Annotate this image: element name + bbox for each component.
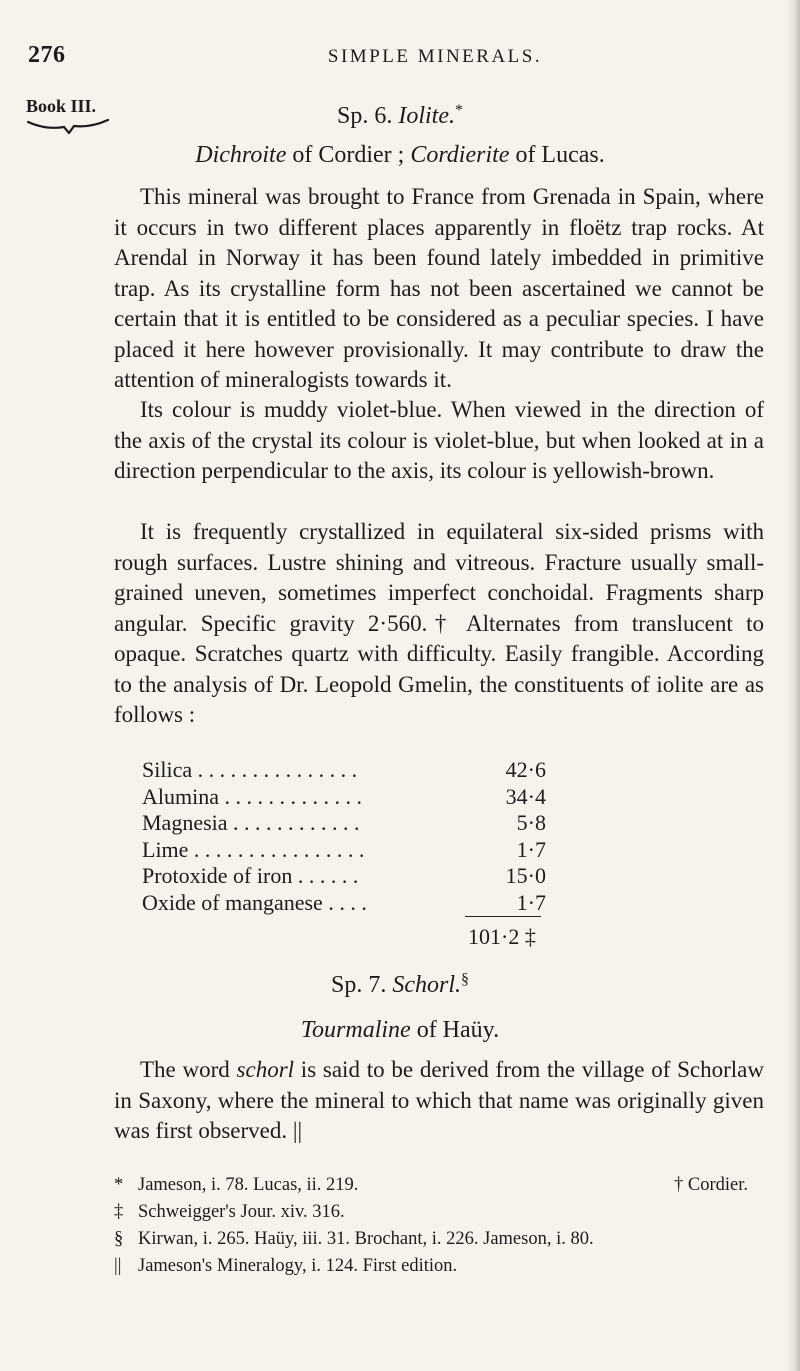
etymology-text-b: is said to be derived from the village of Schorlaw in Saxony, where the mineral to which that name was originally given was first observed. || bbox=[114, 1057, 764, 1143]
synonym-dichroite: Dichroite bbox=[195, 142, 287, 168]
footnote-mark: * bbox=[114, 1175, 124, 1195]
analysis-total: 101·2 ‡ bbox=[468, 924, 536, 949]
etymology-word: schorl bbox=[236, 1057, 295, 1082]
analysis-row bbox=[142, 890, 546, 917]
species-6-synonyms bbox=[0, 142, 800, 169]
footnotes bbox=[114, 1172, 774, 1280]
analysis-value: 1·7 bbox=[516, 836, 546, 862]
footnote-text: Kirwan, i. 265. Haüy, iii. 31. Brochant, i. 226. Jameson, i. 80. bbox=[138, 1229, 594, 1249]
page-number: 276 bbox=[28, 42, 66, 68]
footnote bbox=[114, 1199, 774, 1226]
paragraph-origin: This mineral was brought to France from Grenada in Spain, where it occurs in two different places apparently in floëtz trap rocks. At Arendal in Norway it has been found lately imbedded in primitive trap. As its crystalline form has not been ascertained we cannot be certain that it is entitled to be considered as a peculiar species. I have placed it here however provisionally. It may contribute to draw the attention of mineralogists towards it. bbox=[114, 184, 764, 392]
species-7-synonyms bbox=[0, 1017, 800, 1044]
analysis-row bbox=[142, 863, 546, 890]
footnote bbox=[114, 1226, 774, 1253]
analysis-label: Alumina . . . . . . . . . . . . . bbox=[142, 783, 362, 809]
analysis-label: Silica . . . . . . . . . . . . . . . bbox=[142, 757, 358, 782]
analysis-label: Magnesia . . . . . . . . . . . . bbox=[142, 810, 360, 835]
paragraph-schorl-etymology bbox=[114, 1055, 764, 1147]
analysis-row bbox=[142, 837, 546, 864]
analysis-label: Lime . . . . . . . . . . . . . . . . bbox=[142, 836, 365, 862]
species-6-heading bbox=[0, 103, 800, 130]
running-head bbox=[0, 46, 800, 68]
analysis-row bbox=[142, 757, 546, 784]
analysis-value: 42·6 bbox=[505, 757, 546, 782]
species-7-name: Schorl. bbox=[392, 972, 462, 998]
footnote-mark: ‡ bbox=[114, 1202, 124, 1222]
species-6-name: Iolite. bbox=[398, 103, 455, 129]
synonym-of-hauy: of Haüy. bbox=[410, 1017, 500, 1043]
species-7-footnote-mark: § bbox=[461, 971, 470, 988]
footnote bbox=[114, 1253, 774, 1280]
analysis-row bbox=[142, 784, 546, 811]
analysis-value: 34·4 bbox=[505, 783, 546, 809]
synonym-of-lucas: of Lucas. bbox=[509, 142, 605, 168]
species-6-number: Sp. 6. bbox=[336, 103, 393, 129]
paragraph-properties: It is frequently crystallized in equilateral six-sided prisms with rough surfaces. Lustre shining and vitreous. Fracture usually small-grained uneven, sometimes imperfect conchoidal. Fragments sharp angular. Specific gravity 2·560.† Alternates from translucent to opaque. Scratches quartz with difficulty. Easily frangible. According to the analysis of Dr. Leopold Gmelin, the constituents of iolite are as follows : bbox=[114, 519, 764, 727]
species-7-number: Sp. 7. bbox=[330, 972, 387, 998]
analysis-label: Oxide of manganese . . . . bbox=[142, 889, 367, 915]
footnote bbox=[114, 1172, 774, 1199]
synonym-cordierite: Cordierite bbox=[410, 142, 510, 168]
etymology-text-a: The word bbox=[140, 1057, 237, 1082]
margin-note: Book III. bbox=[26, 96, 97, 116]
page-edge-shadow bbox=[786, 0, 800, 1371]
analysis-row bbox=[142, 810, 546, 837]
species-7-heading bbox=[0, 972, 800, 999]
analysis-value: 5·8 bbox=[516, 810, 546, 835]
total-rule bbox=[465, 916, 541, 917]
footnote-text: Schweigger's Jour. xiv. 316. bbox=[138, 1202, 345, 1222]
footnote-text: Jameson, i. 78. Lucas, ii. 219. bbox=[138, 1175, 359, 1195]
paragraph-colour: Its colour is muddy violet-blue. When viewed in the direction of the axis of the crystal its colour is violet-blue, but when looked at in a direction perpendicular to the axis, its colour is yellowish-brown. bbox=[114, 397, 764, 483]
analysis-value: 1·7 bbox=[516, 889, 546, 915]
footnote-text: Jameson's Mineralogy, i. 124. First edition. bbox=[138, 1256, 458, 1276]
species-6-footnote-mark: * bbox=[455, 102, 463, 119]
analysis-value: 15·0 bbox=[505, 863, 546, 888]
analysis-table bbox=[142, 757, 562, 916]
running-title: SIMPLE MINERALS. bbox=[327, 46, 543, 67]
analysis-label: Protoxide of iron . . . . . . bbox=[142, 863, 359, 888]
synonym-of-cordier: of Cordier ; bbox=[286, 142, 411, 168]
footnote-mark: § bbox=[114, 1229, 124, 1249]
footnote-right-text: † Cordier. bbox=[674, 1175, 748, 1195]
synonym-tourmaline: Tourmaline bbox=[300, 1017, 411, 1043]
footnote-mark: || bbox=[114, 1256, 122, 1276]
